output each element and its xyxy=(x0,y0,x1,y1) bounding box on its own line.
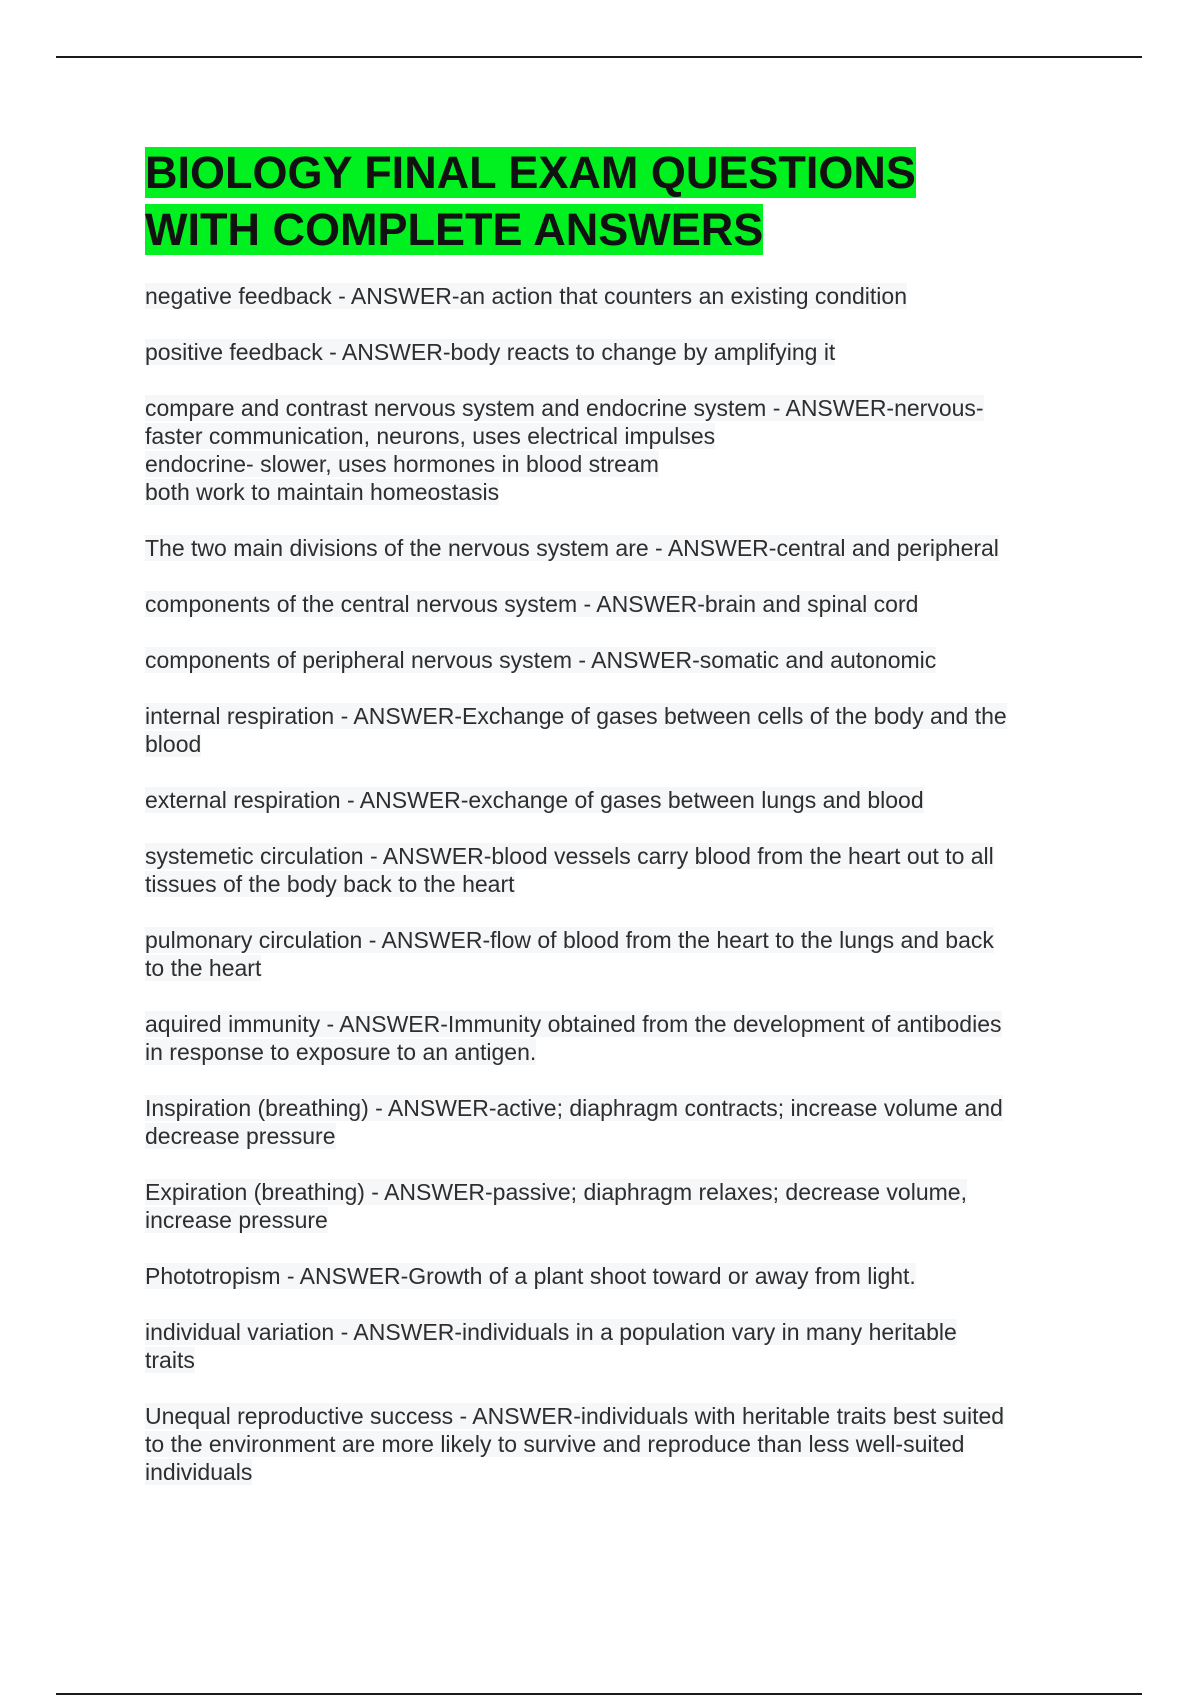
qa-entry-line xyxy=(145,954,1065,982)
qa-entry-text: endocrine- slower, uses hormones in blood stream xyxy=(145,451,659,477)
qa-entry-text: positive feedback - ANSWER-body reacts to change by amplifying it xyxy=(145,339,836,365)
qa-entry-line xyxy=(145,702,1065,730)
qa-entry-line xyxy=(145,1094,1065,1122)
qa-entry-line xyxy=(145,534,1065,562)
qa-entry xyxy=(145,1262,1065,1290)
qa-entry-line xyxy=(145,590,1065,618)
qa-list xyxy=(145,282,1065,1486)
qa-entry xyxy=(145,1178,1065,1234)
qa-entry-line xyxy=(145,338,1065,366)
qa-entry-text: compare and contrast nervous system and endocrine system - ANSWER-nervous- xyxy=(145,395,984,421)
qa-entry-text: tissues of the body back to the heart xyxy=(145,871,515,897)
qa-entry-text: negative feedback - ANSWER-an action that counters an existing condition xyxy=(145,283,907,309)
qa-entry-text: aquired immunity - ANSWER-Immunity obtained from the development of antibodies xyxy=(145,1011,1002,1037)
footer-rule xyxy=(56,1693,1142,1695)
qa-entry-text: external respiration - ANSWER-exchange of gases between lungs and blood xyxy=(145,787,924,813)
qa-entry-line xyxy=(145,786,1065,814)
title-line-2: WITH COMPLETE ANSWERS xyxy=(145,204,764,255)
qa-entry-text: traits xyxy=(145,1347,195,1373)
qa-entry-line xyxy=(145,1010,1065,1038)
qa-entry-text: components of peripheral nervous system - ANSWER-somatic and autonomic xyxy=(145,647,937,673)
qa-entry-line xyxy=(145,926,1065,954)
qa-entry-line xyxy=(145,1318,1065,1346)
qa-entry xyxy=(145,786,1065,814)
qa-entry-text: Unequal reproductive success - ANSWER-individuals with heritable traits best suited xyxy=(145,1403,1005,1429)
qa-entry xyxy=(145,1094,1065,1150)
qa-entry xyxy=(145,282,1065,310)
qa-entry-line xyxy=(145,1262,1065,1290)
header-rule xyxy=(56,56,1142,58)
document-body xyxy=(145,144,1065,1514)
qa-entry xyxy=(145,534,1065,562)
qa-entry-text: faster communication, neurons, uses electrical impulses xyxy=(145,423,716,449)
qa-entry-text: individual variation - ANSWER-individuals in a population vary in many heritable xyxy=(145,1319,957,1345)
qa-entry-text: decrease pressure xyxy=(145,1123,336,1149)
qa-entry-text: to the heart xyxy=(145,955,262,981)
qa-entry-text: in response to exposure to an antigen. xyxy=(145,1039,537,1065)
title-line-1: BIOLOGY FINAL EXAM QUESTIONS xyxy=(145,147,916,198)
qa-entry-text: individuals xyxy=(145,1459,253,1485)
qa-entry-line xyxy=(145,1122,1065,1150)
qa-entry-line xyxy=(145,1178,1065,1206)
qa-entry-text: increase pressure xyxy=(145,1207,328,1233)
qa-entry-line xyxy=(145,1430,1065,1458)
qa-entry-line xyxy=(145,422,1065,450)
qa-entry-line xyxy=(145,730,1065,758)
qa-entry-text: internal respiration - ANSWER-Exchange of gases between cells of the body and the xyxy=(145,703,1007,729)
qa-entry-line xyxy=(145,478,1065,506)
qa-entry xyxy=(145,926,1065,982)
qa-entry-line xyxy=(145,1402,1065,1430)
qa-entry xyxy=(145,1402,1065,1486)
qa-entry xyxy=(145,646,1065,674)
qa-entry-text: Expiration (breathing) - ANSWER-passive; diaphragm relaxes; decrease volume, xyxy=(145,1179,967,1205)
qa-entry-text: systemetic circulation - ANSWER-blood vessels carry blood from the heart out to all xyxy=(145,843,994,869)
qa-entry-text: both work to maintain homeostasis xyxy=(145,479,500,505)
qa-entry-text: pulmonary circulation - ANSWER-flow of blood from the heart to the lungs and back xyxy=(145,927,994,953)
qa-entry-text: The two main divisions of the nervous system are - ANSWER-central and peripheral xyxy=(145,535,999,561)
qa-entry xyxy=(145,842,1065,898)
qa-entry xyxy=(145,590,1065,618)
qa-entry xyxy=(145,1010,1065,1066)
qa-entry-line xyxy=(145,1346,1065,1374)
qa-entry-text: to the environment are more likely to survive and reproduce than less well-suited xyxy=(145,1431,965,1457)
qa-entry-line xyxy=(145,282,1065,310)
qa-entry-text: components of the central nervous system - ANSWER-brain and spinal cord xyxy=(145,591,919,617)
qa-entry-line xyxy=(145,450,1065,478)
qa-entry-line xyxy=(145,646,1065,674)
qa-entry-line xyxy=(145,1458,1065,1486)
qa-entry xyxy=(145,702,1065,758)
qa-entry-text: Phototropism - ANSWER-Growth of a plant shoot toward or away from light. xyxy=(145,1263,916,1289)
qa-entry-line xyxy=(145,394,1065,422)
qa-entry xyxy=(145,338,1065,366)
qa-entry xyxy=(145,394,1065,506)
qa-entry-text: Inspiration (breathing) - ANSWER-active; diaphragm contracts; increase volume and xyxy=(145,1095,1003,1121)
qa-entry-text: blood xyxy=(145,731,202,757)
qa-entry-line xyxy=(145,1206,1065,1234)
qa-entry-line xyxy=(145,870,1065,898)
document-title xyxy=(145,144,1065,258)
qa-entry-line xyxy=(145,1038,1065,1066)
qa-entry-line xyxy=(145,842,1065,870)
qa-entry xyxy=(145,1318,1065,1374)
